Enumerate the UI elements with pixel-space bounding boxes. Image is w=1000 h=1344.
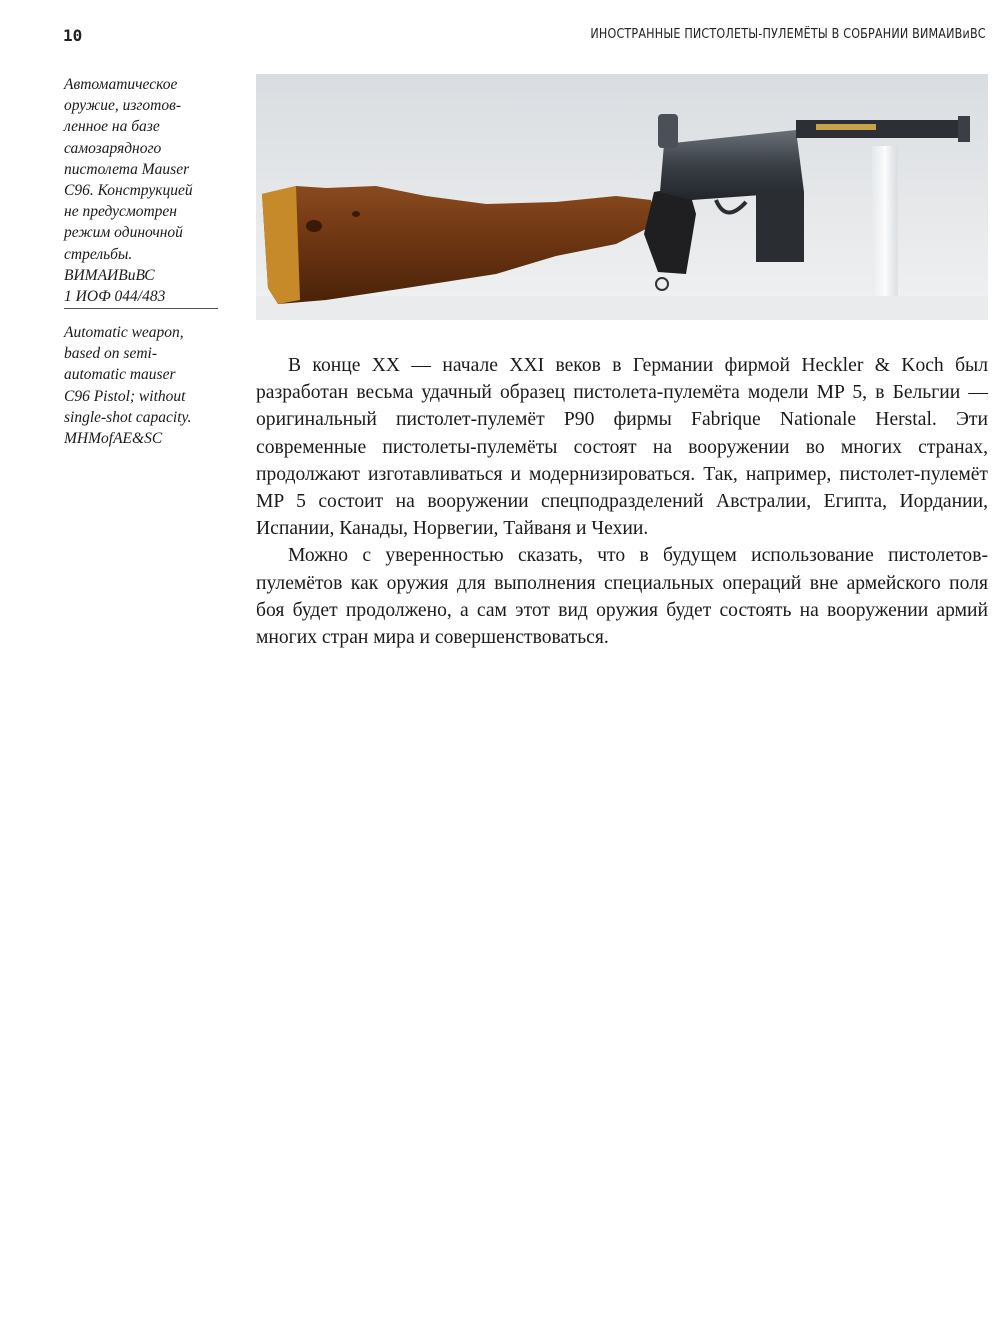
caption-line: самозарядного [64, 139, 162, 157]
running-header: ИНОСТРАННЫЕ ПИСТОЛЕТЫ-ПУЛЕМЁТЫ В СОБРАНИИ ВИМАИВиВС [590, 27, 986, 42]
pistol-grip [644, 186, 696, 274]
caption-line: ленное на базе [64, 118, 160, 136]
barrel-sight [816, 124, 876, 130]
lanyard-ring [656, 278, 668, 290]
page-number: 10 [63, 26, 83, 45]
mauser-c96-illustration [256, 74, 988, 320]
caption-line: ВИМАИВиВС [64, 266, 155, 284]
caption-line: оружие, изготов- [64, 97, 182, 115]
caption-line: режим одиночной [64, 224, 183, 242]
caption-line: Automatic weapon, [64, 324, 184, 341]
hammer [658, 114, 678, 148]
trigger-guard [716, 200, 746, 213]
stock-buttplate [262, 186, 300, 304]
caption-line: MHMofAE&SC [64, 430, 163, 448]
display-stand [872, 146, 898, 320]
caption-line: Автоматическое [64, 76, 178, 93]
caption-line: C96. Конструкцией [64, 182, 193, 200]
caption-line: пистолета Mauser [64, 160, 190, 178]
caption-line: based on semi- [64, 345, 157, 363]
paragraph: В конце XX — начале XXI веков в Германии фирмой Heckler & Koch был разработан весьма удачный образец пистолета-пулемёта модели MP 5, в Бельгии — оригинальный пистолет-пулемёт P90 фирмы Fabrique Nationale Herstal. Эти современные пистолеты-пулемёты состоят на вооружении во многих странах, продолжают изготавливаться и модернизироваться. Так, например, пистолет-пулемёт MP 5 состоит на вооружении спецподразделений Австралии, Египта, Иордании, Испании, Канады, Норвегии, Тайваня и Чехии. [256, 355, 988, 540]
caption-line: C96 Pistol; without [64, 387, 186, 405]
magazine [756, 192, 804, 262]
paragraph: Можно с уверенностью сказать, что в будущем использование пистолетов-пулемётов как оружия для выполнения специальных операций вне армейского поля боя будет продолжено, а сам этот вид оружия будет состоять на вооружении армий многих стран мира и совершенствоваться. [256, 545, 988, 649]
caption-line: стрельбы. [64, 245, 133, 263]
caption-line: не предусмотрен [64, 203, 177, 221]
caption-divider [64, 308, 218, 309]
stock-screw [306, 220, 322, 232]
receiver [660, 130, 804, 200]
caption-english [64, 322, 218, 449]
body-text [256, 352, 988, 651]
display-base [256, 296, 988, 320]
caption-line: 1 ИОФ 044/483 [64, 288, 166, 306]
caption-line: single-shot capacity. [64, 408, 192, 426]
caption-line: automatic mauser [64, 366, 176, 384]
wooden-stock [262, 186, 656, 304]
weapon-photo [256, 74, 988, 320]
muzzle [958, 116, 970, 142]
caption-russian [64, 74, 218, 307]
stock-screw [352, 211, 360, 217]
